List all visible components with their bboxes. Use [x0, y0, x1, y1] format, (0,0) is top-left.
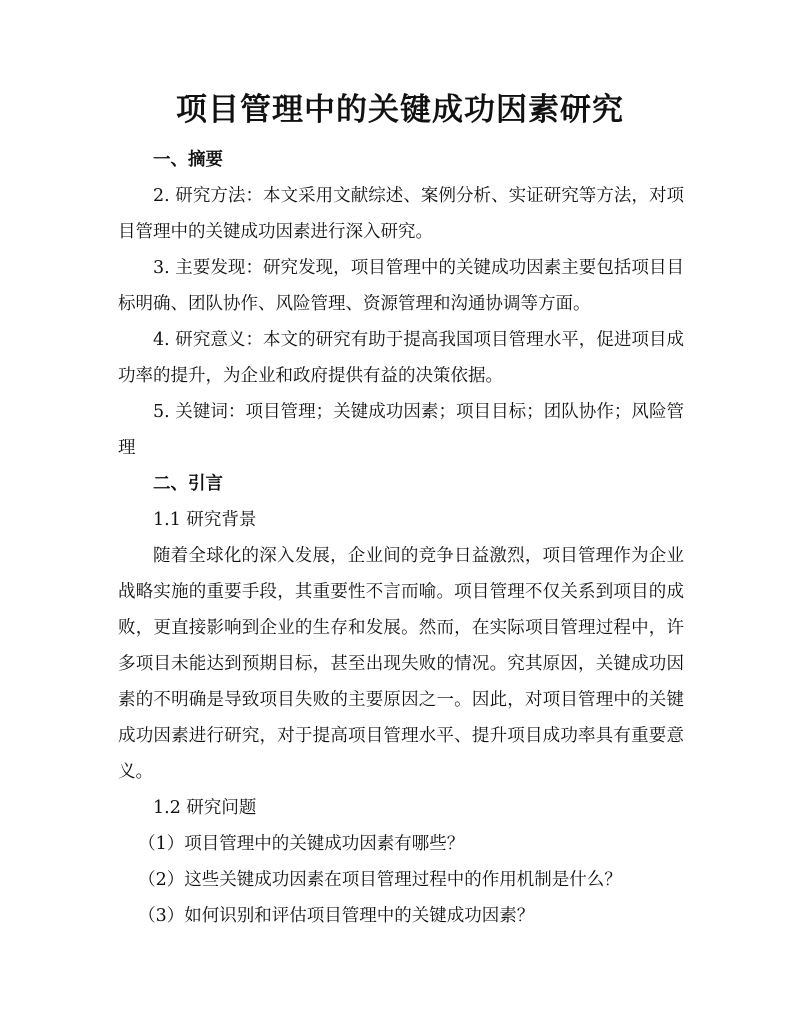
question-item: （3）如何识别和评估项目管理中的关键成功因素？	[138, 906, 535, 926]
document-body	[118, 142, 684, 934]
intro-heading: 二、引言	[153, 474, 223, 494]
question-item: （1）项目管理中的关键成功因素有哪些？	[138, 834, 465, 854]
background-heading: 1.1 研究背景	[153, 510, 257, 530]
questions-heading: 1.2 研究问题	[153, 798, 257, 818]
background-paragraph: 随着全球化的深入发展，企业间的竞争日益激烈，项目管理作为企业战略实施的重要手段，其重要性不言而喻。项目管理不仅关系到项目的成败，更直接影响到企业的生存和发展。然而，在实际项目管理过程中，许多项目未能达到预期目标，甚至出现失败的情况。究其原因，关键成功因素的不明确是导致项目失败的主要原因之一。因此，对项目管理中的关键成功因素进行研究，对于提高项目管理水平、提升项目成功率具有重要意义。	[118, 546, 684, 782]
abstract-item-method: 2. 研究方法：本文采用文献综述、案例分析、实证研究等方法，对项目管理中的关键成功因素进行深入研究。	[118, 186, 684, 242]
question-item: （2）这些关键成功因素在项目管理过程中的作用机制是什么？	[138, 870, 622, 890]
abstract-heading: 一、摘要	[153, 150, 223, 170]
abstract-item-significance: 4. 研究意义：本文的研究有助于提高我国项目管理水平，促进项目成功率的提升，为企业和政府提供有益的决策依据。	[118, 330, 684, 386]
abstract-item-keywords: 5. 关键词：项目管理；关键成功因素；项目目标；团队协作；风险管理	[118, 402, 684, 458]
document-title: 项目管理中的关键成功因素研究	[176, 92, 624, 128]
abstract-item-findings: 3. 主要发现：研究发现，项目管理中的关键成功因素主要包括项目目标明确、团队协作、风险管理、资源管理和沟通协调等方面。	[118, 258, 684, 314]
